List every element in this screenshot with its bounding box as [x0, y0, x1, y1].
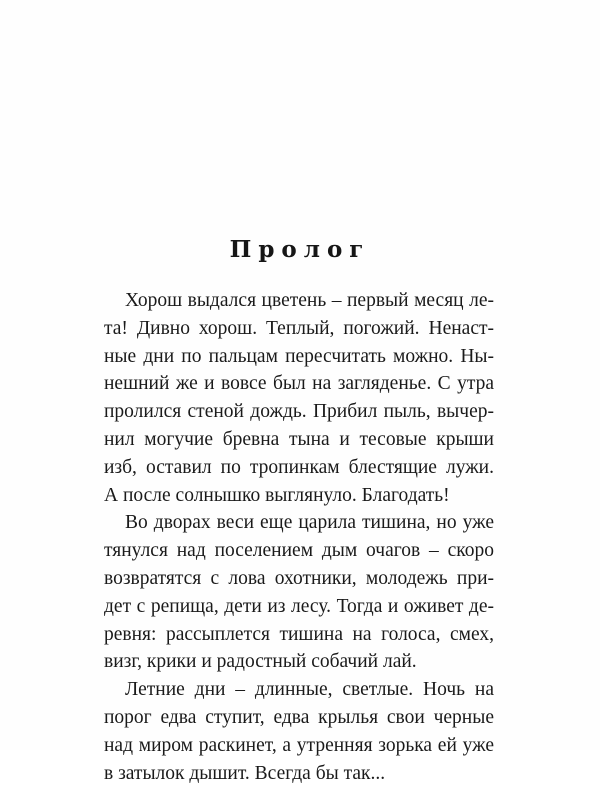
- text-line: изб, оставил по тропинкам блестящие лужи.: [104, 456, 494, 478]
- prologue-text: [104, 287, 494, 787]
- paragraph-1: [104, 287, 494, 509]
- text-line: порог едва ступит, едва крылья свои черные: [104, 706, 494, 728]
- text-line: Хорош выдался цветень – первый месяц ле-: [125, 290, 494, 311]
- text-line: ревня: рассыплется тишина на голоса, смех,: [104, 623, 494, 645]
- text-line: нешний же и вовсе был на загляденье. С утра: [104, 373, 494, 395]
- text-line: Летние дни – длинные, светлые. Ночь на: [125, 679, 494, 701]
- text-line: тянулся над поселением дым очагов – скоро: [104, 540, 494, 562]
- text-line: над миром раскинет, а утренняя зорька ей уже: [104, 734, 494, 756]
- text-line: пролился стеной дождь. Прибил пыль, вычер-: [104, 401, 494, 423]
- text-line: ные дни по пальцам пересчитать можно. Ны-: [104, 345, 494, 367]
- text-line: в затылок дышит. Всегда бы так...: [104, 762, 386, 784]
- text-line: дет с репища, дети из лесу. Тогда и оживет де-: [104, 595, 494, 617]
- text-line: та! Дивно хорош. Теплый, погожий. Ненаст-: [104, 317, 494, 339]
- text-line: нил могучие бревна тына и тесовые крыши: [104, 428, 494, 450]
- paragraph-3: [104, 676, 494, 787]
- text-line: Во дворах веси еще царила тишина, но уже: [125, 512, 494, 534]
- chapter-title: Пролог: [229, 236, 371, 263]
- text-line: возвратятся с лова охотники, молодежь при-: [104, 567, 494, 589]
- paragraph-2: [104, 509, 494, 676]
- text-line: А после солнышко выглянуло. Благодать!: [104, 484, 450, 506]
- text-line: визг, крики и радостный собачий лай.: [104, 651, 417, 673]
